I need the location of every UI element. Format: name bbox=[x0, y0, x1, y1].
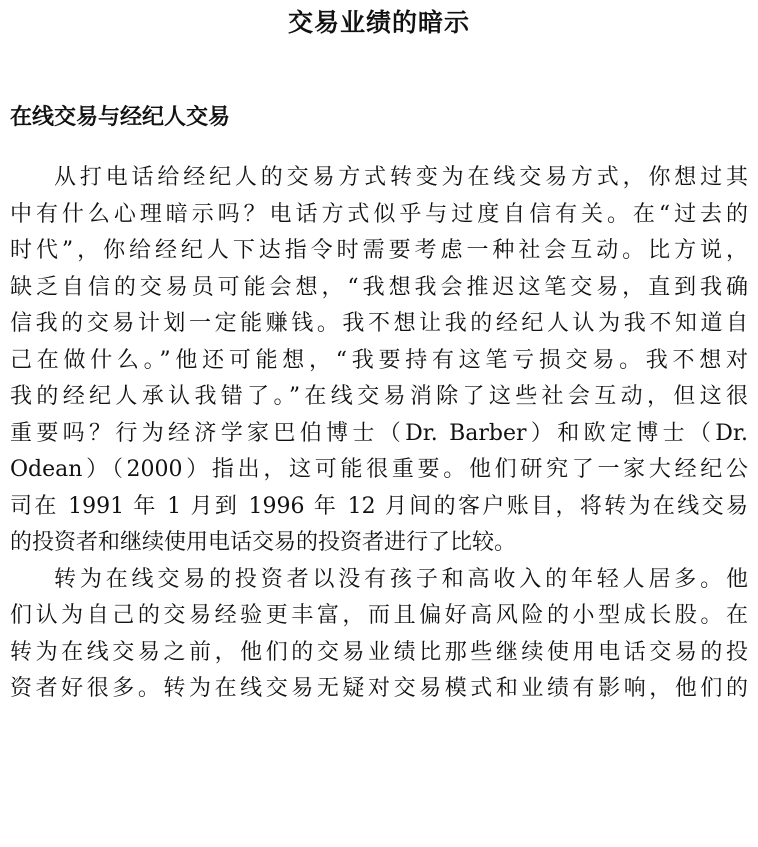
text-line: 转为在线交易之前，他们的交易业绩比那些继续使用电话交易的投 bbox=[10, 639, 748, 665]
paragraph-1 bbox=[10, 160, 748, 562]
text-line: 资者好很多。转为在线交易无疑对交易模式和业绩有影响，他们的 bbox=[10, 676, 748, 701]
text-line: 们认为自己的交易经验更丰富，而且偏好高风险的小型成长股。在 bbox=[10, 603, 748, 628]
body-text bbox=[10, 160, 748, 708]
text-line: 转为在线交易的投资者以没有孩子和高收入的年轻人居多。他 bbox=[54, 566, 748, 592]
text-line: 我的经纪人承认我错了。”在线交易消除了这些社会互动，但这很 bbox=[10, 384, 748, 409]
text-line: 信我的交易计划一定能赚钱。我不想让我的经纪人认为我不知道自 bbox=[10, 311, 748, 336]
paragraph-2 bbox=[10, 562, 748, 708]
text-line: 的投资者和继续使用电话交易的投资者进行了比较。 bbox=[10, 530, 517, 555]
text-line: 缺乏自信的交易员可能会想，“我想我会推迟这笔交易，直到我确 bbox=[10, 274, 748, 300]
text-line: 中有什么心理暗示吗？电话方式似乎与过度自信有关。在“过去的 bbox=[10, 201, 748, 227]
text-line: 从打电话给经纪人的交易方式转变为在线交易方式，你想过其 bbox=[54, 165, 748, 190]
text-line: 司在 1991 年 1 月到 1996 年 12 月间的客户账目，将转为在线交易 bbox=[10, 493, 748, 519]
text-line: 己在做什么。”他还可能想，“我要持有这笔亏损交易。我不想对 bbox=[10, 347, 748, 373]
text-line: 时代”，你给经纪人下达指令时需要考虑一种社会互动。比方说， bbox=[10, 238, 748, 263]
section-heading: 在线交易与经纪人交易 bbox=[10, 105, 231, 130]
page-title: 交易业绩的暗示 bbox=[287, 8, 470, 37]
text-line: Odean）（2000）指出，这可能很重要。他们研究了一家大经纪公 bbox=[10, 457, 748, 482]
text-line: 重要吗？行为经济学家巴伯博士（Dr. Barber）和欧定博士（Dr. bbox=[10, 420, 748, 446]
